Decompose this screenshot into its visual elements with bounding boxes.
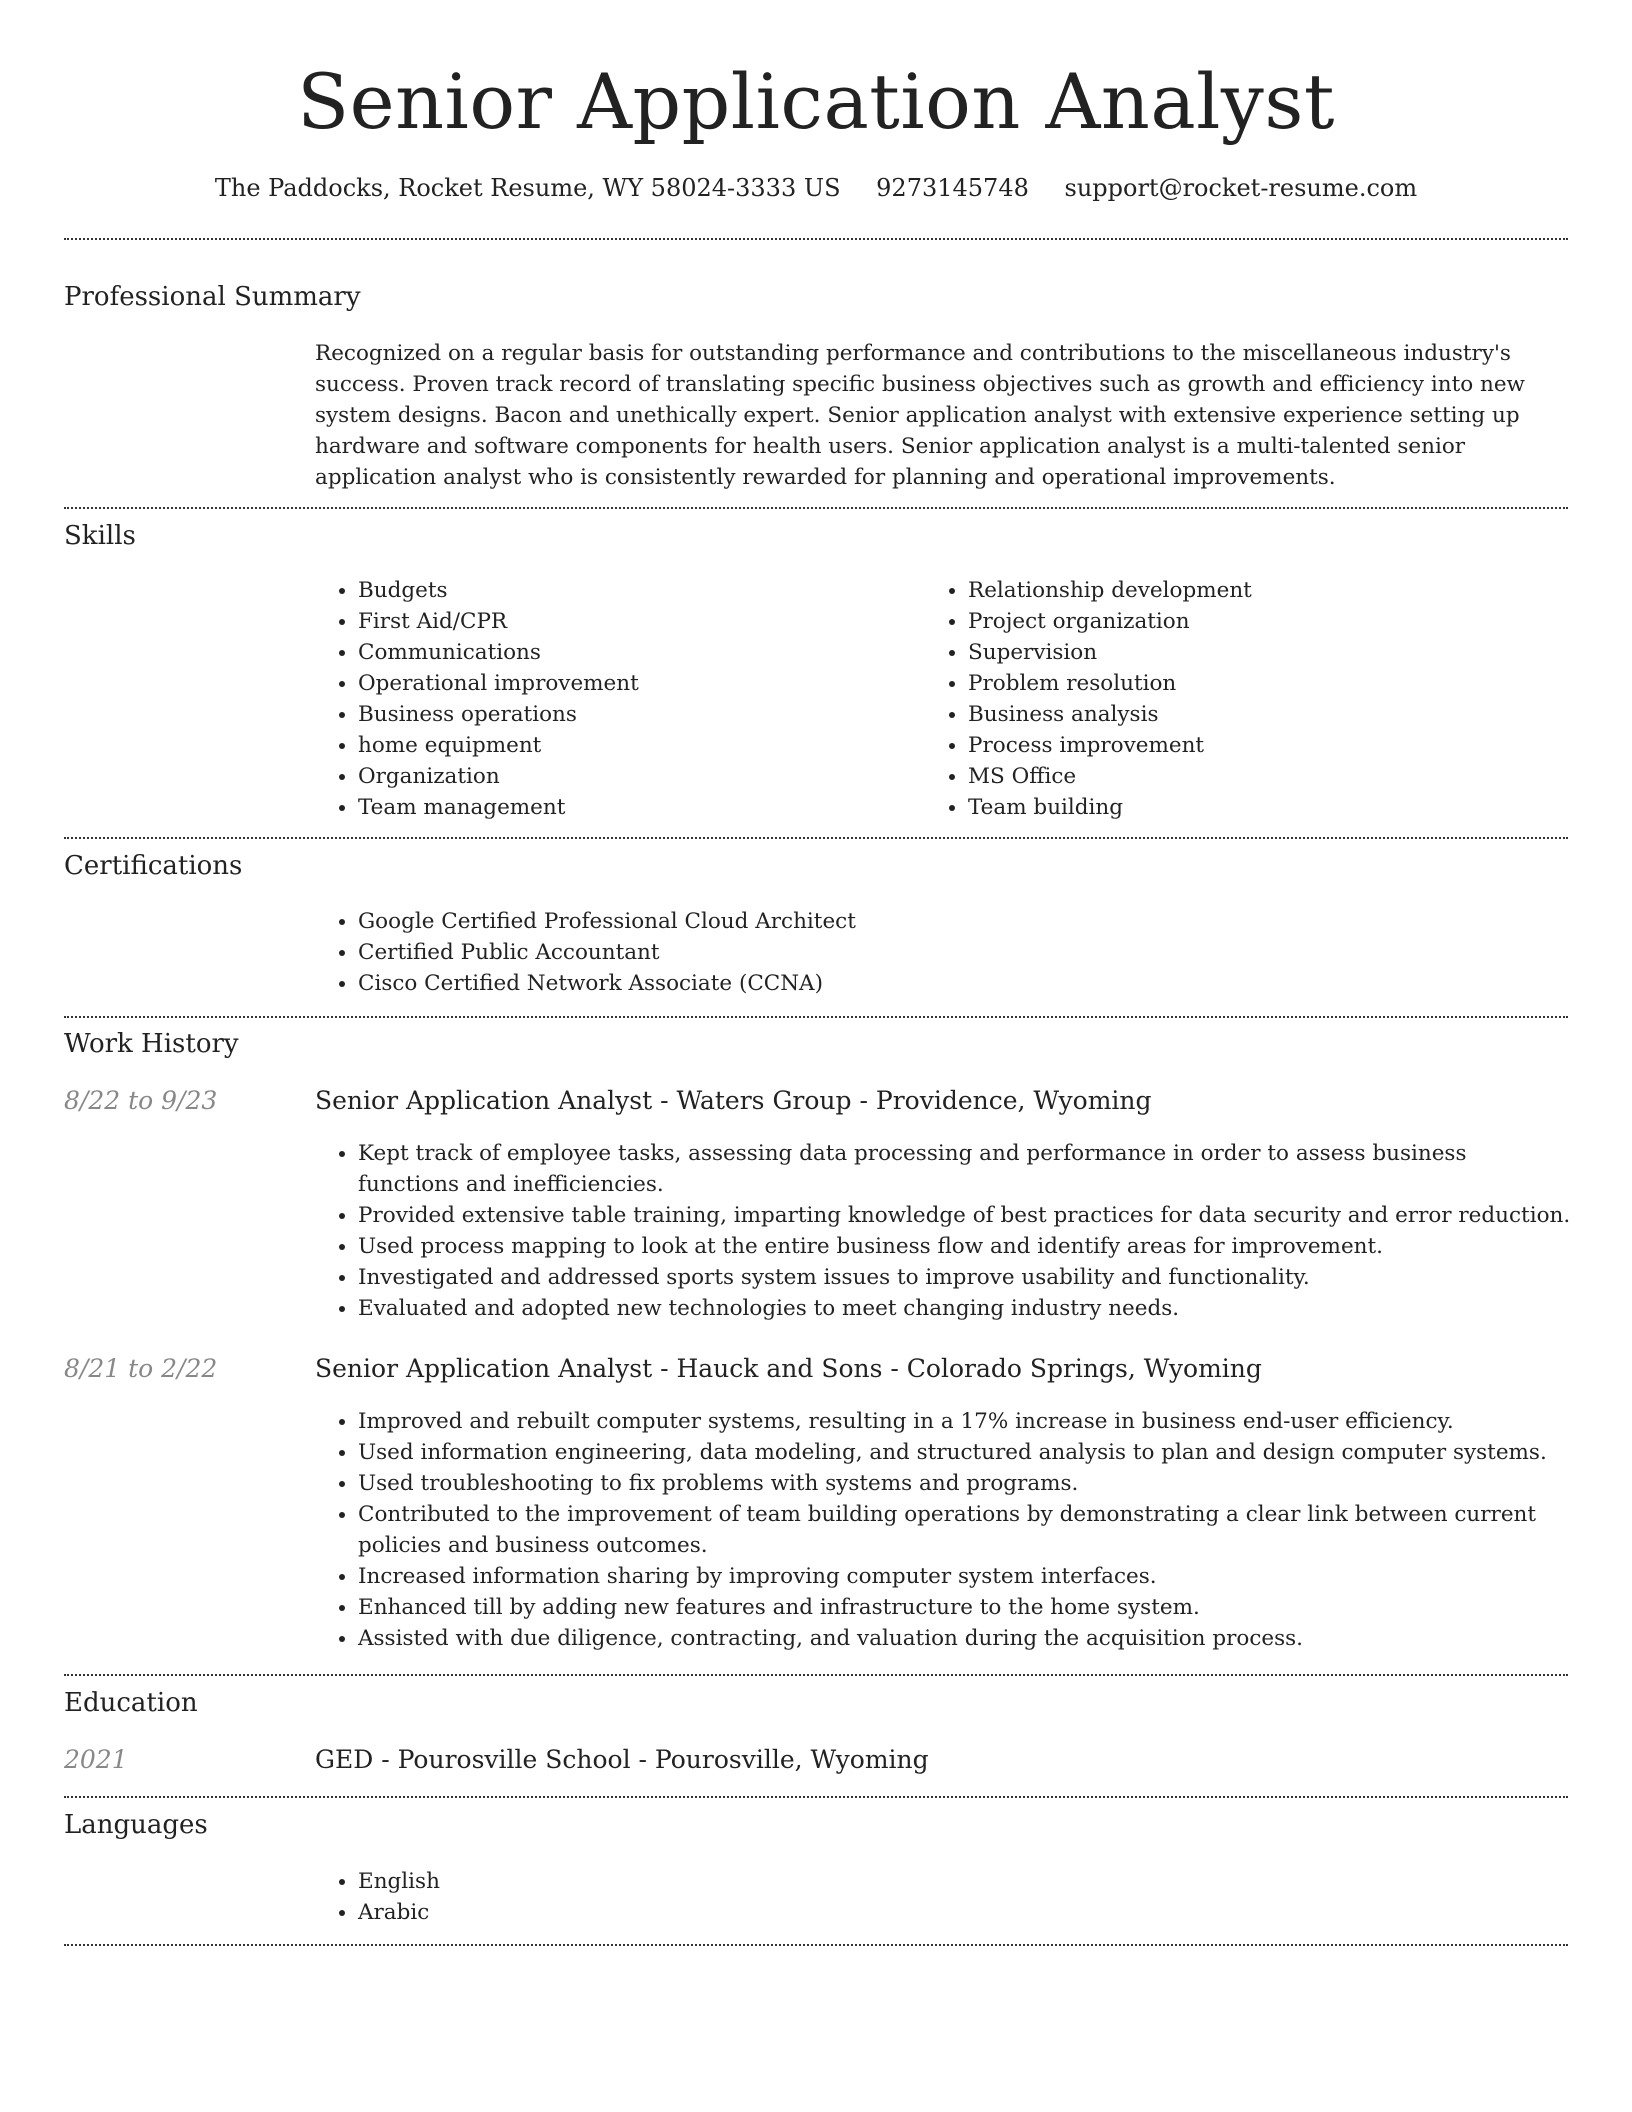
skill-item: • Business analysis: [968, 699, 1568, 730]
skill-item: • home equipment: [358, 730, 918, 761]
skills-list-right: [924, 575, 1568, 823]
job-bullet: • Used process mapping to look at the entire business flow and identify areas for improvement.: [358, 1231, 1572, 1262]
section-divider: [64, 1016, 1568, 1018]
skill-item: • Communications: [358, 637, 918, 668]
section-divider: [64, 1944, 1568, 1946]
skill-item: • Relationship development: [968, 575, 1568, 606]
skills-list-left: [314, 575, 918, 823]
certification-item: • Google Certified Professional Cloud Architect: [358, 906, 1558, 937]
contact-email[interactable]: support@rocket-resume.com: [1064, 174, 1418, 202]
section-divider: [64, 1796, 1568, 1798]
skill-item: • Business operations: [358, 699, 918, 730]
section-divider: [64, 238, 1568, 240]
section-divider: [64, 507, 1568, 509]
skill-item: • Budgets: [358, 575, 918, 606]
section-divider: [64, 1674, 1568, 1676]
contact-address: The Paddocks, Rocket Resume, WY 58024-3333 US: [214, 174, 841, 202]
section-title-summary: Professional Summary: [64, 282, 361, 312]
job-heading: Senior Application Analyst - Hauck and Sons - Colorado Springs, Wyoming: [315, 1354, 1262, 1383]
skill-item: • Project organization: [968, 606, 1568, 637]
job-bullet: • Provided extensive table training, imparting knowledge of best practices for data security and error reduction.: [358, 1200, 1572, 1231]
job-bullets: [314, 1138, 1572, 1324]
skill-item: • Problem resolution: [968, 668, 1568, 699]
certifications-list: [314, 906, 1558, 999]
summary-text: Recognized on a regular basis for outstanding performance and contributions to the miscellaneous industry's success. Proven track record of translating specific business objectives such as growth and efficiency into new system designs. Bacon and unethically expert. Senior application analyst with extensive experience setting up hardware and software components for health users. Senior application analyst is a multi-talented senior application analyst who is consistently rewarded for planning and operational improvements.: [315, 341, 1525, 490]
section-divider: [64, 837, 1568, 839]
section-title-languages: Languages: [64, 1810, 208, 1840]
job-bullet: • Improved and rebuilt computer systems, resulting in a 17% increase in business end-user efficiency.: [358, 1406, 1572, 1437]
education-heading: GED - Pourosville School - Pourosville, Wyoming: [315, 1745, 929, 1774]
language-item: • English: [358, 1866, 958, 1897]
skill-item: • Process improvement: [968, 730, 1568, 761]
section-title-education: Education: [64, 1688, 198, 1718]
section-title-skills: Skills: [64, 521, 136, 551]
job-bullet: • Enhanced till by adding new features and infrastructure to the home system.: [358, 1592, 1572, 1623]
job-dates: 8/22 to 9/23: [64, 1086, 218, 1115]
job-bullet: • Contributed to the improvement of team building operations by demonstrating a clear link between current policies and business outcomes.: [358, 1499, 1572, 1561]
candidate-name: Senior Application Analyst: [297, 57, 1335, 146]
job-bullet: • Increased information sharing by improving computer system interfaces.: [358, 1561, 1572, 1592]
skill-item: • Team management: [358, 792, 918, 823]
language-item: • Arabic: [358, 1897, 958, 1928]
skill-item: • Operational improvement: [358, 668, 918, 699]
skill-item: • First Aid/CPR: [358, 606, 918, 637]
job-bullet: • Used troubleshooting to fix problems with systems and programs.: [358, 1468, 1572, 1499]
contact-phone: 9273145748: [876, 174, 1029, 202]
job-bullet: • Assisted with due diligence, contracting, and valuation during the acquisition process.: [358, 1623, 1572, 1654]
job-bullets: [314, 1406, 1572, 1654]
job-bullet: • Kept track of employee tasks, assessing data processing and performance in order to assess business functions and inefficiencies.: [358, 1138, 1572, 1200]
job-bullet: • Used information engineering, data modeling, and structured analysis to plan and design computer systems.: [358, 1437, 1572, 1468]
languages-list: [314, 1866, 958, 1928]
skill-item: • Supervision: [968, 637, 1568, 668]
skill-item: • MS Office: [968, 761, 1568, 792]
job-dates: 8/21 to 2/22: [64, 1354, 218, 1383]
job-heading: Senior Application Analyst - Waters Group - Providence, Wyoming: [315, 1086, 1152, 1115]
section-title-certifications: Certifications: [64, 851, 243, 881]
education-year: 2021: [64, 1745, 128, 1774]
certification-item: • Certified Public Accountant: [358, 937, 1558, 968]
contact-line: [0, 172, 1632, 204]
certification-item: • Cisco Certified Network Associate (CCNA): [358, 968, 1558, 999]
skill-item: • Team building: [968, 792, 1568, 823]
job-bullet: • Evaluated and adopted new technologies to meet changing industry needs.: [358, 1293, 1572, 1324]
skill-item: • Organization: [358, 761, 918, 792]
job-bullet: • Investigated and addressed sports system issues to improve usability and functionality.: [358, 1262, 1572, 1293]
section-title-work-history: Work History: [64, 1029, 239, 1059]
